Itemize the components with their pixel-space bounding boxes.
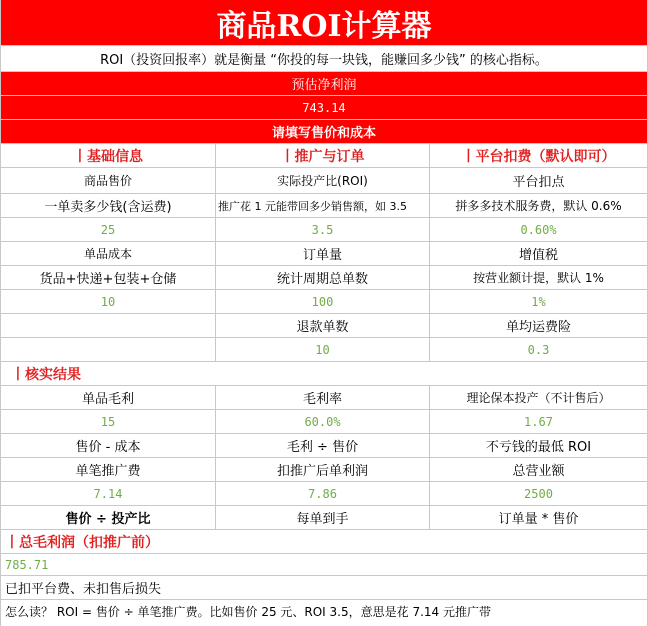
gross-total-note-row: [0, 576, 648, 600]
cost-hint: 货品+快递+包装+仓储: [0, 266, 216, 290]
howto-text: 怎么读？ ROI = 售价 ÷ 单笔推广费。比如售价 25 元、ROI 3.5，意思是花 7.14 元推广带: [5, 605, 491, 619]
net-profit-label: 预估净利润: [291, 78, 357, 93]
refund-label: 退款单数: [216, 314, 430, 338]
breakeven-label: 理论保本投产（不计售后）: [430, 386, 648, 410]
after-ad-profit-formula: 每单到手: [216, 506, 430, 530]
subtitle: ROI（投资回报率）就是衡量 “你投的每一块钱，能赚回多少钱” 的核心指标。: [100, 53, 548, 68]
empty-cell: [0, 338, 216, 362]
vat-label: 增值税: [430, 242, 648, 266]
roi-hint: 推广花 1 元能带回多少销售额，如 3.5: [216, 194, 430, 218]
price-input[interactable]: 25: [0, 218, 216, 242]
after-ad-profit-value: 7.86: [216, 482, 430, 506]
results-formulas-row-1: [0, 434, 648, 458]
section-gross-total: 丨总毛利润（扣推广前）: [5, 534, 159, 551]
results-labels-row-2: [0, 458, 648, 482]
vat-input[interactable]: 1%: [430, 290, 648, 314]
hints-row-1: [0, 194, 648, 218]
ship-insurance-input[interactable]: 0.3: [430, 338, 648, 362]
gross-margin-label: 毛利率: [216, 386, 430, 410]
ad-cost-value: 7.14: [0, 482, 216, 506]
section-results: 丨核实结果: [11, 366, 81, 383]
gross-total-value-row: [0, 554, 648, 576]
results-formulas-row-2: [0, 506, 648, 530]
roi-label: 实际投产比(ROI): [216, 168, 430, 194]
revenue-label: 总营业额: [430, 458, 648, 482]
breakeven-formula: 不亏钱的最低 ROI: [430, 434, 648, 458]
section-basic-info: 丨基础信息: [0, 144, 216, 168]
title-row: [0, 0, 648, 46]
vat-hint: 按营业额计提，默认 1%: [430, 266, 648, 290]
values-row-2: [0, 290, 648, 314]
orders-input[interactable]: 100: [216, 290, 430, 314]
roi-input[interactable]: 3.5: [216, 218, 430, 242]
revenue-formula: 订单量 * 售价: [430, 506, 648, 530]
gross-total-value: 785.71: [5, 557, 49, 572]
price-label: 商品售价: [0, 168, 216, 194]
gross-total-note: 已扣平台费、未扣售后损失: [5, 582, 162, 597]
gross-total-section-row: [0, 530, 648, 554]
orders-label: 订单量: [216, 242, 430, 266]
net-profit-value-row: [0, 96, 648, 120]
fill-prompt: 请填写售价和成本: [271, 126, 376, 141]
section-promo-orders: 丨推广与订单: [216, 144, 430, 168]
fill-prompt-row: [0, 120, 648, 144]
results-labels-row-1: [0, 386, 648, 410]
sheet-title: 商品ROI计算器: [216, 8, 432, 44]
cost-label: 单品成本: [0, 242, 216, 266]
net-profit-value: 743.14: [302, 100, 346, 115]
gross-profit-label: 单品毛利: [0, 386, 216, 410]
values-row-3: [0, 338, 648, 362]
hints-row-2: [0, 266, 648, 290]
after-ad-profit-label: 扣推广后单利润: [216, 458, 430, 482]
ad-cost-formula: 售价 ÷ 投产比: [0, 506, 216, 530]
values-row-1: [0, 218, 648, 242]
gross-profit-formula: 售价 - 成本: [0, 434, 216, 458]
subtitle-row: [0, 46, 648, 72]
empty-cell: [0, 314, 216, 338]
ad-cost-label: 单笔推广费: [0, 458, 216, 482]
results-values-row-2: [0, 482, 648, 506]
input-sections-row: [0, 144, 648, 168]
section-platform-fees: 丨平台扣费（默认即可）: [430, 144, 648, 168]
gross-profit-value: 15: [0, 410, 216, 434]
net-profit-label-row: [0, 72, 648, 96]
ship-insurance-label: 单均运费险: [430, 314, 648, 338]
fee-input[interactable]: 0.60%: [430, 218, 648, 242]
fee-label: 平台扣点: [430, 168, 648, 194]
labels-row-3: [0, 314, 648, 338]
refund-input[interactable]: 10: [216, 338, 430, 362]
price-hint: 一单卖多少钱(含运费): [0, 194, 216, 218]
fee-hint: 拼多多技术服务费，默认 0.6%: [430, 194, 648, 218]
revenue-value: 2500: [430, 482, 648, 506]
gross-margin-value: 60.0%: [216, 410, 430, 434]
orders-hint: 统计周期总单数: [216, 266, 430, 290]
cost-input[interactable]: 10: [0, 290, 216, 314]
gross-margin-formula: 毛利 ÷ 售价: [216, 434, 430, 458]
results-section-row: [0, 362, 648, 386]
breakeven-value: 1.67: [430, 410, 648, 434]
results-values-row-1: [0, 410, 648, 434]
labels-row-1: [0, 168, 648, 194]
labels-row-2: [0, 242, 648, 266]
howto-row: [0, 600, 648, 626]
